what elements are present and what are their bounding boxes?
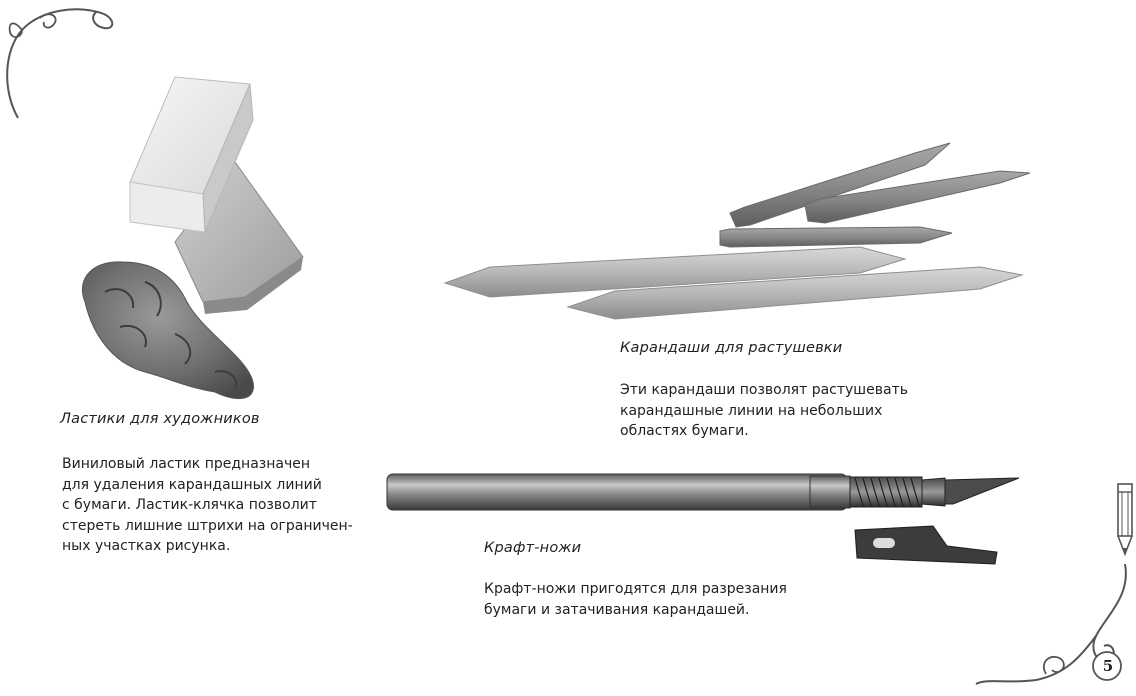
- pencil-icon: [1110, 482, 1136, 562]
- page-number: 5: [1102, 657, 1114, 675]
- blending-stumps-image: [440, 135, 1040, 335]
- erasers-title: Ластики для художников: [60, 411, 260, 427]
- craft-knife-image: [385, 468, 1025, 578]
- erasers-image: [75, 72, 275, 402]
- knives-title: Крафт-ножи: [484, 540, 582, 556]
- knives-description: Крафт-ножи пригодятся для разрезания бумаги и затачивания карандашей.: [484, 581, 787, 618]
- corner-flourish-bottom-right: [976, 556, 1136, 696]
- blenders-title: Карандаши для растушевки: [620, 340, 843, 356]
- erasers-description: Виниловый ластик предназначен для удаления карандашных линий с бумаги. Ластик-клячка позволит стереть лишние штрихи на ограничен- ных участках рисунка.: [62, 456, 353, 554]
- blenders-description: Эти карандаши позволят растушевать карандашные линии на небольших областях бумаги.: [620, 382, 908, 439]
